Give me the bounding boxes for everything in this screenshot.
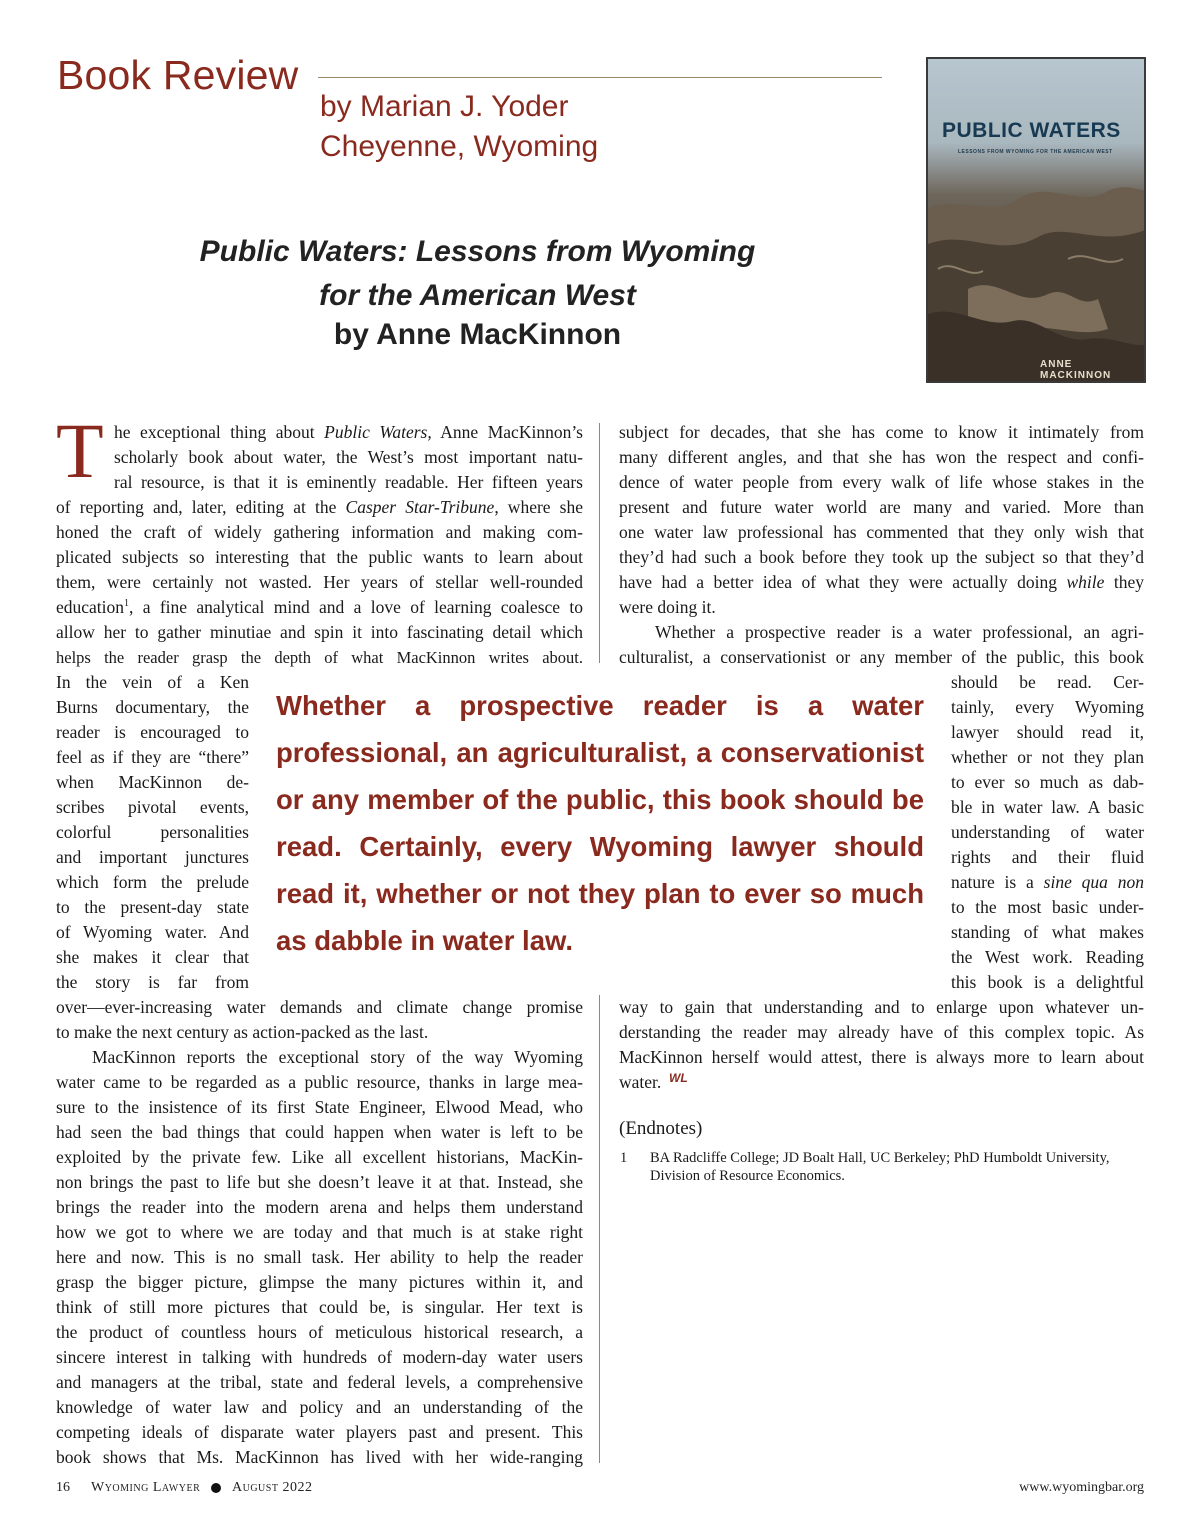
body-text-line: education$^1$, a fine analytical mind and a love of learning coalesce to — [56, 597, 583, 617]
italic-text: while — [1066, 572, 1105, 592]
book-title — [180, 230, 775, 318]
body-text-line: ral resource, is that it is eminently readable. Her fifteen years — [114, 472, 583, 492]
body-text-line: knowledge of water law and policy and an understanding of the — [56, 1397, 583, 1417]
body-text-line: culturalist, a conservationist or any member of the public, this book — [619, 647, 1144, 667]
column-divider — [599, 995, 600, 1463]
website-link[interactable]: www.wyomingbar.org — [1019, 1480, 1144, 1495]
drop-cap: T — [56, 407, 104, 494]
endnotes-heading: (Endnotes) — [619, 1118, 703, 1139]
body-text-line: allow her to gather minutiae and spin it into fascinating detail which — [56, 622, 583, 642]
cover-subtitle: LESSONS FROM WYOMING FOR THE AMERICAN WEST — [958, 149, 1113, 155]
footer-bullet — [211, 1483, 221, 1493]
body-text-line: them, were certainly not wasted. Her years of stellar well-rounded — [56, 572, 583, 592]
body-text-line: to make the next century as action-packed as the last. — [56, 1022, 429, 1042]
cover-title: PUBLIC WATERS — [942, 119, 1121, 142]
publication-name: Wyoming Lawyer — [91, 1480, 201, 1495]
body-text-line: feel as if they are “there” — [56, 747, 249, 767]
body-text-line: one water law professional has commented that they only wish that — [619, 522, 1144, 542]
body-text-line: over—ever-increasing water demands and climate change promise — [56, 997, 583, 1017]
byline — [320, 87, 598, 167]
body-text-line: of Wyoming water. And — [56, 922, 249, 942]
cover-author: ANNE MACKINNON — [1040, 359, 1112, 381]
section-title: Book Review — [57, 52, 299, 98]
body-text-line: understanding of water — [951, 822, 1144, 842]
body-text-line: present and future water world are many and varied. More than — [619, 497, 1144, 517]
body-text-line: think of still more pictures that could be, is singular. Her text is — [56, 1297, 583, 1317]
body-text-line: how we got to where we are today and that much is at stake right — [56, 1222, 583, 1242]
body-text-line: sincere interest in talking with hundreds of modern-day water users — [56, 1347, 583, 1367]
page-number: 16 — [56, 1480, 70, 1495]
body-text-line: the story is far from — [56, 972, 249, 992]
body-text-line: have had a better idea of what they were actually doing while they — [619, 572, 1144, 592]
endnote-number: 1 — [620, 1150, 628, 1166]
body-text-line: tainly, every Wyoming — [951, 697, 1144, 717]
title-rule — [318, 77, 882, 78]
body-text-line: had seen the bad things that could happen when water is left to be — [56, 1122, 583, 1142]
italic-text: Public Waters, — [324, 422, 432, 442]
footnote-marker[interactable]: 1 — [124, 598, 130, 610]
body-text-line: Burns documentary, the — [56, 697, 249, 717]
endnote-text: Division of Resource Economics. — [650, 1168, 845, 1184]
body-text-line: reader is encouraged to — [56, 722, 249, 742]
body-text-line: he exceptional thing about Public Waters, Anne MacKinnon’s — [114, 422, 583, 442]
column-divider — [599, 423, 600, 663]
italic-text: Casper Star-Tribune — [345, 497, 495, 517]
body-text-line: brings the reader into the modern arena and helps them understand — [56, 1197, 583, 1217]
body-text-line: sure to the insistence of its first State Engineer, Elwood Mead, who — [56, 1097, 583, 1117]
body-text-line: non brings the past to life but she doesn’t leave it at that. Instead, she — [56, 1172, 583, 1192]
body-text-line: to the most basic under- — [951, 897, 1144, 917]
issue-date: August 2022 — [232, 1480, 313, 1495]
body-text-line: water. — [619, 1072, 662, 1092]
body-text-line: the West work. Reading — [951, 947, 1144, 967]
book-cover-image — [926, 57, 1146, 383]
body-text-line: here and now. This is no small task. Her ability to help the reader — [56, 1247, 583, 1267]
body-text-line: and managers at the tribal, state and federal levels, a comprehensive — [56, 1372, 583, 1392]
body-text-line: scholarly book about water, the West’s most important natu- — [114, 447, 583, 467]
body-text-line: subject for decades, that she has come to know it intimately from — [619, 422, 1144, 442]
body-text-line: standing of what makes — [951, 922, 1144, 942]
body-text-line: derstanding the reader may already have of this complex topic. As — [619, 1022, 1144, 1042]
body-text-line: book shows that Ms. MacKinnon has lived with her wide-ranging — [56, 1447, 583, 1467]
italic-text: sine qua non — [1043, 872, 1144, 892]
body-text-line: when MacKinnon de- — [56, 772, 249, 792]
body-text-line: nature is a sine qua non — [951, 872, 1144, 892]
pull-quote: Whether a prospective reader is a water professional, an agriculturalist, a conservationist or any member of the public, this book should be read. Certainly, every Wyoming lawyer should read it, whether or not they plan to ever so much as dabble in water law. — [276, 690, 924, 956]
body-text-line: she makes it clear that — [56, 947, 249, 967]
body-text-line: exploited by the private few. Like all excellent historians, MacKin- — [56, 1147, 583, 1167]
body-text-line: MacKinnon reports the exceptional story of the way Wyoming — [92, 1047, 583, 1067]
body-text-line: plicated subjects so interesting that the public wants to learn about — [56, 547, 583, 567]
body-text-line: helps the reader grasp the depth of what MacKinnon writes about. — [56, 648, 583, 667]
book-title-line: for the American West — [319, 279, 636, 312]
body-text-line: scribes pivotal events, — [56, 797, 249, 817]
cover-landscape-illustration — [928, 59, 1146, 383]
body-text-line: which form the prelude — [56, 872, 249, 892]
body-text-line: whether or not they plan — [951, 747, 1144, 767]
body-text-line: of reporting and, later, editing at the Casper Star-Tribune, where she — [56, 497, 583, 517]
byline-location: Cheyenne, Wyoming — [320, 130, 599, 163]
body-text-line: ble in water law. A basic — [951, 797, 1144, 817]
body-text-line: many different angles, and that she has won the respect and confi- — [619, 447, 1144, 467]
body-text-line: the product of countless hours of meticulous historical research, a — [56, 1322, 583, 1342]
body-text-line: MacKinnon herself would attest, there is always more to learn about — [619, 1047, 1144, 1067]
body-text-line: were doing it. — [619, 597, 716, 617]
body-text-line: water came to be regarded as a public resource, thanks in large mea- — [56, 1072, 583, 1092]
endnote-text: BA Radcliffe College; JD Boalt Hall, UC Berkeley; PhD Humboldt University, — [650, 1150, 1110, 1166]
body-text-line: competing ideals of disparate water players past and present. This — [56, 1422, 583, 1442]
book-title-line: Public Waters: Lessons from Wyoming — [199, 235, 756, 268]
body-text-line: dence of water people from every walk of life whose stakes in the — [619, 472, 1144, 492]
end-mark: WL — [669, 1071, 688, 1085]
body-text-line: In the vein of a Ken — [56, 672, 249, 692]
body-text-line: and important junctures — [56, 847, 249, 867]
body-text-line: to the present-day state — [56, 897, 249, 917]
body-text-line: to ever so much as dab- — [951, 772, 1144, 792]
body-text-line: honed the craft of widely gathering information and making com- — [56, 522, 583, 542]
body-text-line: should be read. Cer- — [951, 672, 1144, 692]
body-text-line: this book is a delightful — [951, 972, 1144, 992]
body-text-line: they’d had such a book before they took up the subject so that they’d — [619, 547, 1144, 567]
byline-name: by Marian J. Yoder — [320, 90, 569, 123]
body-text-line: rights and their fluid — [951, 847, 1144, 867]
body-text-line: colorful personalities — [56, 822, 249, 842]
body-text-line: lawyer should read it, — [951, 722, 1144, 742]
body-text-line: way to gain that understanding and to enlarge upon whatever un- — [619, 997, 1144, 1017]
body-text-line: grasp the bigger picture, glimpse the many pictures within it, and — [56, 1272, 583, 1292]
body-text-line: Whether a prospective reader is a water professional, an agri- — [655, 622, 1144, 642]
book-author: by Anne MacKinnon — [333, 318, 622, 351]
